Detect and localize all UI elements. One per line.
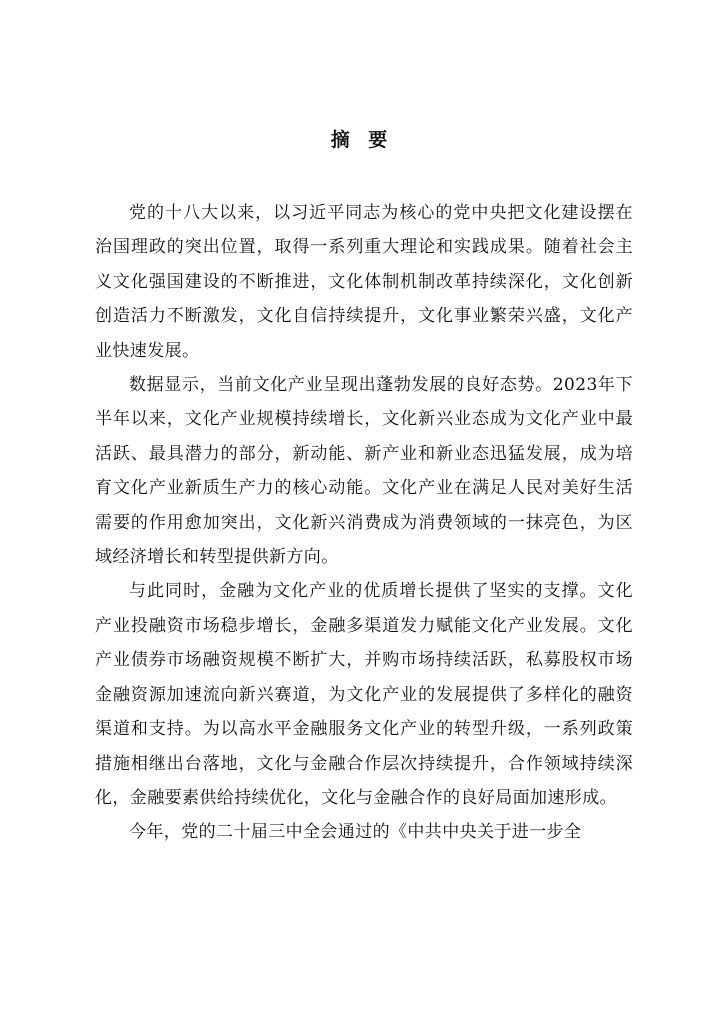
paragraph-4: 今年，党的二十届三中全会通过的《中共中央关于进一步全 bbox=[129, 822, 582, 843]
paragraph-3: 与此同时，金融为文化产业的优质增长提供了坚实的支撑。文化产业投融资市场稳步增长，金融多渠道发力赋能文化产业发展。文化产业债券市场融资规模不断扩大，并购市场持续活跃，私募股权市场金融资源加速流向新兴赛道，为文化产业的发展提供了多样化的融资渠道和支持。为以高水平金融服务文化产业的转型升级，一系列政策措施相继出台落地，文化与金融合作层次持续提升，合作领域持续深化，金融要素供给持续优化，文化与金融合作的良好局面加速形成。 bbox=[95, 581, 633, 808]
document-title: 摘 要 bbox=[330, 129, 394, 151]
paragraph-1: 党的十八大以来，以习近平同志为核心的党中央把文化建设摆在治国理政的突出位置，取得一系列重大理论和实践成果。随着社会主义文化强国建设的不断推进，文化体制机制改革持续深化，文化创新创造活力不断激发，文化自信持续提升，文化事业繁荣兴盛，文化产业快速发展。 bbox=[95, 203, 633, 361]
paragraph-2: 数据显示，当前文化产业呈现出蓬勃发展的良好态势。2023年下半年以来，文化产业规模持续增长，文化新兴业态成为文化产业中最活跃、最具潜力的部分，新动能、新产业和新业态迅猛发展，成为培育文化产业新质生产力的核心动能。文化产业在满足人民对美好生活需要的作用愈加突出，文化新兴消费成为消费领域的一抹亮色，为区域经济增长和转型提供新方向。 bbox=[95, 375, 633, 568]
document-body bbox=[95, 196, 633, 850]
